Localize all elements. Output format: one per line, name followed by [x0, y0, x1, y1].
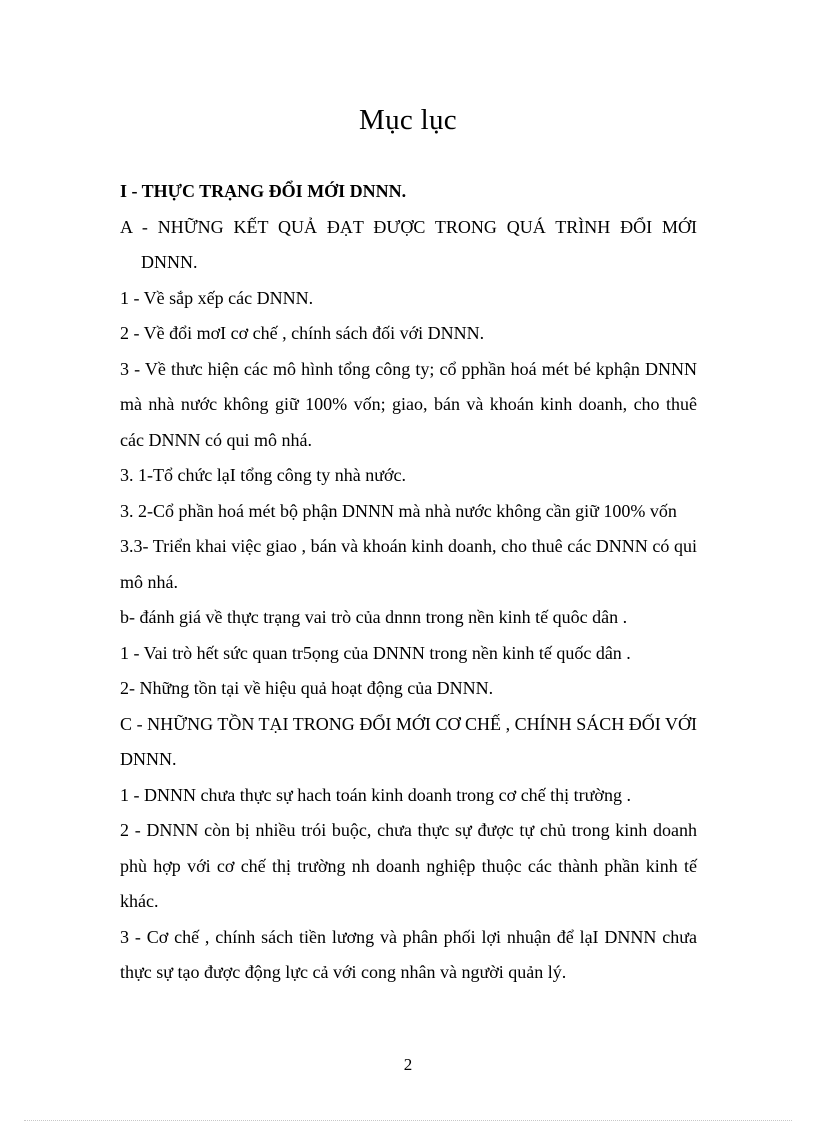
toc-entry: C - NHỮNG TỒN TẠI TRONG ĐỔI MỚI CƠ CHẾ , CHÍNH SÁCH ĐỐI VỚI DNNN. — [120, 713, 697, 769]
toc-entry: I - THỰC TRẠNG ĐỔI MỚI DNNN. — [120, 181, 407, 201]
toc-entry: 3.3- Triển khai việc giao , bán và khoán kinh doanh, cho thuê các DNNN có qui mô nhá. — [120, 536, 697, 592]
toc-entry: 2 - Về đổi mơI cơ chế , chính sách đối với DNNN. — [120, 323, 485, 343]
page-title: Mục lục — [359, 104, 457, 136]
toc-entry: 3 - Về thưc hiện các mô hình tổng công ty; cổ pphần hoá mét bé kphận DNNN mà nhà nước không giữ 100% vốn; giao, bán và khoán kinh doanh, cho thuê các DNNN có qui mô nhá. — [120, 358, 697, 450]
toc-entry: A - NHỮNG KẾT QUẢ ĐẠT ĐƯỢC TRONG QUÁ TRÌNH ĐỔI MỚI DNNN. — [120, 216, 697, 272]
toc-entry: 1 - Về sắp xếp các DNNN. — [120, 287, 314, 308]
page-number: 2 — [403, 1055, 413, 1074]
table-of-contents — [120, 174, 697, 991]
toc-entry: 3. 1-Tổ chức lạI tổng công ty nhà nước. — [120, 465, 406, 485]
page-bottom-divider — [24, 1120, 792, 1121]
toc-entry: 1 - Vai trò hết sức quan tr5ọng của DNNN trong nền kinh tế quốc dân . — [120, 642, 631, 663]
toc-entry: 3. 2-Cổ phần hoá mét bộ phận DNNN mà nhà nước không cần giữ 100% vốn — [120, 500, 677, 521]
toc-entry: 1 - DNNN chưa thực sự hach toán kinh doanh trong cơ chế thị trường . — [120, 784, 631, 805]
toc-entry: 2 - DNNN còn bị nhiều trói buộc, chưa thực sự được tự chủ trong kinh doanh phù hợp với cơ chế thị trường nh doanh nghiệp thuộc các thành phần kinh tế khác. — [120, 820, 697, 911]
toc-entry: 2- Những tồn tại về hiệu quả hoạt động của DNNN. — [120, 678, 494, 698]
toc-entry: 3 - Cơ chế , chính sách tiền lương và phân phối lợi nhuận để lạI DNNN chưa thực sự tạo được động lực cả với cong nhân và người quản lý. — [120, 926, 697, 982]
toc-entry: b- đánh giá về thực trạng vai trò của dnnn trong nền kinh tế quôc dân . — [120, 607, 628, 627]
